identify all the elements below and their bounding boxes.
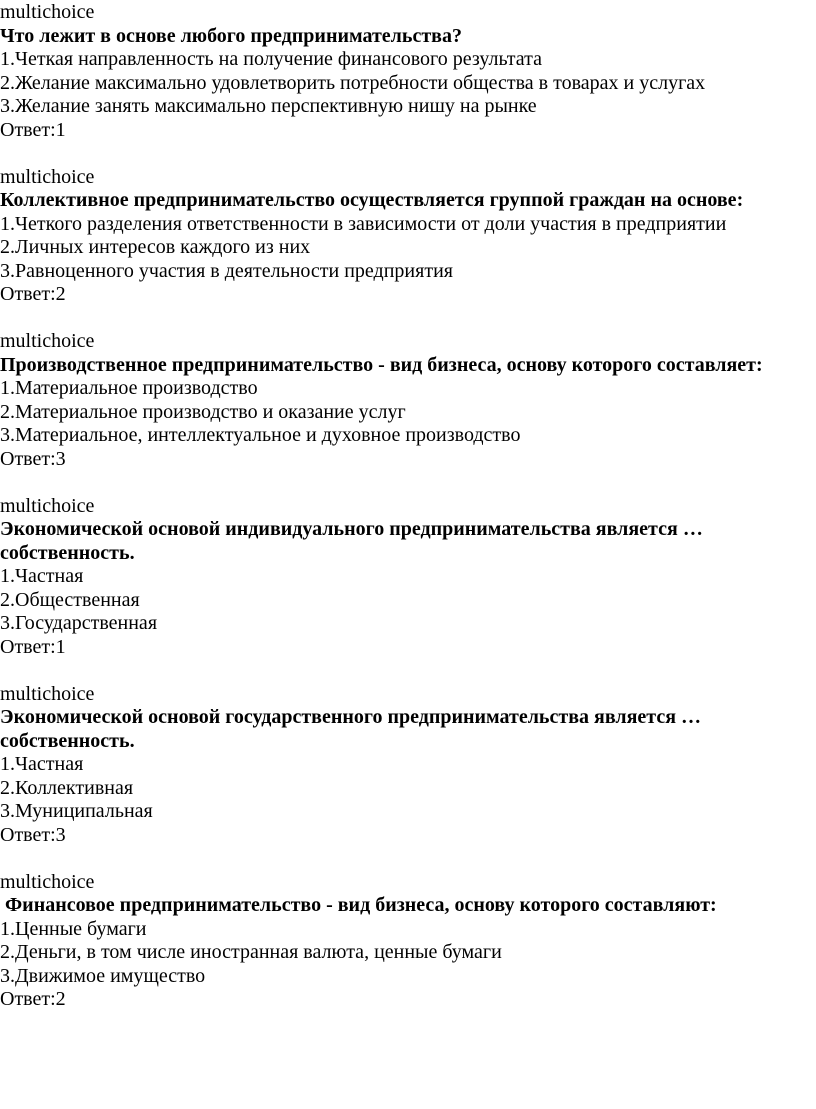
answer-option: 3.Равноценного участия в деятельности предприятия [0, 259, 453, 282]
question-text: Финансовое предпринимательство - вид бизнеса, основу которого составляют: [0, 894, 717, 916]
answer-option: 1.Материальное производство [0, 377, 258, 399]
answer-option: 1.Частная [0, 565, 84, 587]
question-block-5 [0, 683, 816, 848]
answer-option: 3.Муниципальная [0, 800, 153, 822]
answer-option: 2.Коллективная [0, 776, 134, 799]
question-text: Производственное предпринимательство - вид бизнеса, основу которого составляет: [0, 353, 763, 376]
correct-answer: Ответ:2 [0, 988, 66, 1010]
correct-answer: Ответ:3 [0, 823, 66, 846]
answer-option: 1.Частная [0, 753, 84, 775]
question-type: multichoice [0, 870, 95, 893]
question-type: multichoice [0, 494, 95, 517]
correct-answer: Ответ:3 [0, 447, 66, 470]
answer-option: 1.Ценные бумаги [0, 917, 147, 940]
question-block-1 [0, 1, 816, 142]
answer-option: 2.Материальное производство и оказание услуг [0, 400, 406, 423]
answer-option: 1.Четкая направленность на получение финансового результата [0, 48, 543, 70]
correct-answer: Ответ:1 [0, 635, 66, 658]
question-type: multichoice [0, 165, 95, 188]
answer-option: 2.Деньги, в том числе иностранная валюта, ценные бумаги [0, 941, 502, 963]
answer-option: 3.Материальное, интеллектуальное и духовное производство [0, 424, 521, 446]
correct-answer: Ответ:2 [0, 283, 66, 305]
answer-option: 3.Движимое имущество [0, 964, 206, 987]
answer-option: 3.Государственная [0, 612, 158, 634]
question-text: Коллективное предпринимательство осуществляется группой граждан на основе: [0, 189, 744, 211]
answer-option: 1.Четкого разделения ответственности в зависимости от доли участия в предприятии [0, 212, 727, 235]
question-text: Что лежит в основе любого предпринимательства? [0, 24, 462, 47]
answer-option: 2.Желание максимально удовлетворить потребности общества в товарах и услугах [0, 71, 706, 94]
question-block-2 [0, 166, 816, 307]
question-type: multichoice [0, 682, 95, 705]
question-type: multichoice [0, 330, 95, 352]
answer-option: 2.Личных интересов каждого из них [0, 236, 311, 258]
question-block-6 [0, 871, 816, 1012]
answer-option: 2.Общественная [0, 588, 140, 611]
correct-answer: Ответ:1 [0, 118, 66, 141]
question-block-4 [0, 495, 816, 660]
question-block-3 [0, 330, 816, 471]
question-type: multichoice [0, 1, 95, 23]
answer-option: 3.Желание занять максимально перспективную нишу на рынке [0, 95, 537, 117]
question-text: Экономической основой индивидуального предпринимательства является … собственность. [0, 518, 703, 564]
question-text: Экономической основой государственного предпринимательства является … собственность. [0, 706, 702, 752]
